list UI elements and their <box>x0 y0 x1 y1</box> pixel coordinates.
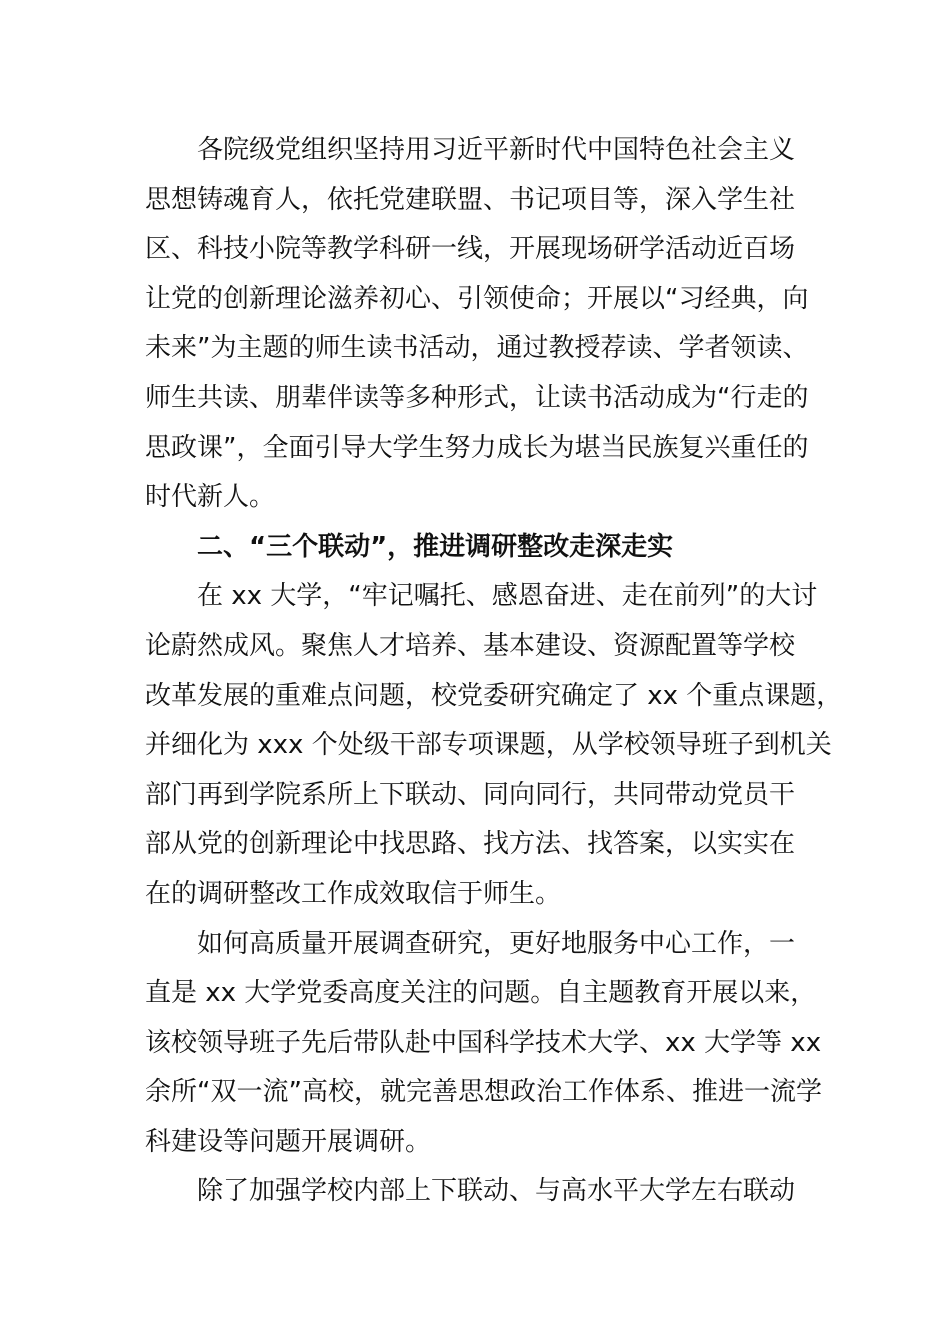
text-line: 在 xx 大学，“牢记嘱托、感恩奋进、走在前列”的大讨 <box>197 581 818 612</box>
paragraph <box>145 572 843 919</box>
paragraph <box>145 126 825 523</box>
text-line: 并细化为 xxx 个处级干部专项课题，从学校领导班子到机关 <box>145 730 832 761</box>
text-line: 未来”为主题的师生读书活动，通过教授荐读、学者领读、 <box>145 333 809 364</box>
text-line: 在的调研整改工作成效取信于师生。 <box>145 878 562 909</box>
text-line: 改革发展的重难点问题，校党委研究确定了 xx 个重点课题， <box>145 680 843 711</box>
text-line: 思政课”，全面引导大学生努力成长为堪当民族复兴重任的 <box>145 432 809 463</box>
text-line: 思想铸魂育人，依托党建联盟、书记项目等，深入学生社 <box>145 184 796 215</box>
text-line: 科建设等问题开展调研。 <box>145 1126 432 1157</box>
text-line: 师生共读、朋辈伴读等多种形式，让读书活动成为“行走的 <box>145 382 809 413</box>
text-line: 该校领导班子先后带队赴中国科学技术大学、xx 大学等 xx <box>145 1027 822 1058</box>
text-line: 让党的创新理论滋养初心、引领使命；开展以“习经典，向 <box>145 283 809 314</box>
text-line: 如何高质量开展调查研究，更好地服务中心工作，一 <box>197 928 796 959</box>
text-line: 部从党的创新理论中找思路、找方法、找答案，以实实在 <box>145 829 796 860</box>
text-line: 时代新人。 <box>145 482 276 513</box>
document-body <box>145 126 843 1217</box>
text-line: 直是 xx 大学党委高度关注的问题。自主题教育开展以来， <box>145 978 817 1009</box>
section-heading-text: 二、“三个联动”，推进调研整改走深走实 <box>197 531 674 562</box>
text-line: 各院级党组织坚持用习近平新时代中国特色社会主义 <box>197 135 796 165</box>
text-line: 部门再到学院系所上下联动、同向同行，共同带动党员干 <box>145 779 796 810</box>
paragraph <box>145 1167 825 1217</box>
text-line: 余所“双一流”高校，就完善思想政治工作体系、推进一流学 <box>145 1077 822 1108</box>
text-line: 除了加强学校内部上下联动、与高水平大学左右联动 <box>197 1176 796 1207</box>
section-heading <box>145 523 825 573</box>
text-line: 区、科技小院等教学科研一线，开展现场研学活动近百场 <box>145 234 796 265</box>
paragraph <box>145 920 825 1168</box>
text-line: 论蔚然成风。聚焦人才培养、基本建设、资源配置等学校 <box>145 630 796 661</box>
